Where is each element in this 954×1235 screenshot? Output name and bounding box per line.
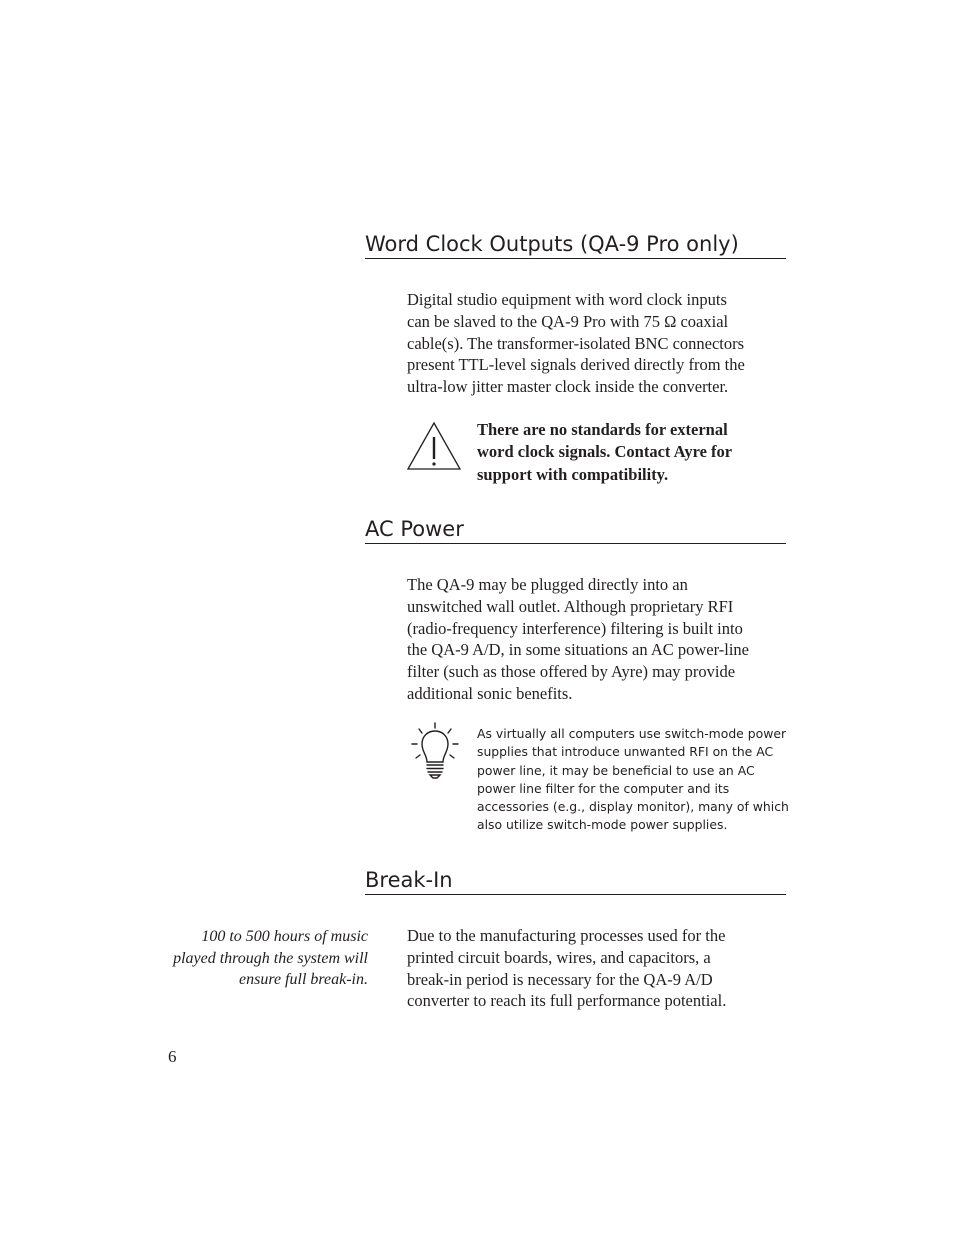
text-line: support with compatibility. — [477, 464, 669, 484]
word-clock-paragraph — [407, 289, 787, 398]
text-line: the QA-9 A/D, in some situations an AC power-line — [407, 640, 750, 660]
lightbulb-icon — [410, 722, 460, 780]
text-line: additional sonic benefits. — [407, 683, 573, 703]
section-heading-word-clock: Word Clock Outputs (QA-9 Pro only) — [365, 232, 786, 259]
text-line: power line filter for the computer and its — [477, 780, 730, 796]
text-line: Due to the manufacturing processes used for the — [407, 926, 726, 945]
text-line: (radio-frequency interference) filtering is built into — [407, 618, 743, 638]
ac-power-tip — [477, 725, 789, 835]
warning-triangle-icon — [406, 421, 462, 471]
break-in-margin-note — [150, 926, 368, 991]
text-line: present TTL-level signals derived directly from the — [407, 355, 745, 375]
text-line: cable(s). The transformer-isolated BNC connectors — [407, 333, 745, 353]
text-line: ensure full break-in. — [238, 971, 368, 988]
text-line: power line, it may be beneficial to use an AC — [477, 762, 755, 778]
word-clock-warning-note — [477, 419, 777, 486]
text-line: played through the system will — [173, 949, 368, 967]
text-line: printed circuit boards, wires, and capacitors, a — [407, 947, 711, 967]
text-line: ultra-low jitter master clock inside the converter. — [407, 377, 729, 397]
page-number: 6 — [168, 1047, 177, 1066]
break-in-paragraph — [407, 925, 787, 1012]
text-line: break-in period is necessary for the QA-9 A/D — [407, 969, 713, 989]
text-line: also utilize switch-mode power supplies. — [477, 817, 728, 833]
text-line: accessories (e.g., display monitor), many of which — [477, 799, 789, 815]
text-line: can be slaved to the QA-9 Pro with 75 Ω coaxial — [407, 311, 729, 331]
text-line: The QA-9 may be plugged directly into an — [407, 575, 688, 594]
text-line: word clock signals. Contact Ayre for — [477, 442, 733, 462]
section-heading-ac-power: AC Power — [365, 517, 786, 544]
text-line: As virtually all computers use switch-mode power — [477, 726, 787, 741]
text-line: Digital studio equipment with word clock inputs — [407, 290, 727, 309]
text-line: supplies that introduce unwanted RFI on the AC — [477, 744, 774, 760]
ac-power-paragraph — [407, 574, 787, 705]
text-line: There are no standards for external — [477, 420, 728, 439]
text-line: 100 to 500 hours of music — [201, 928, 368, 945]
text-line: filter (such as those offered by Ayre) may provide — [407, 662, 736, 682]
text-line: unswitched wall outlet. Although proprietary RFI — [407, 596, 734, 616]
section-heading-break-in: Break-In — [365, 868, 786, 895]
text-line: converter to reach its full performance potential. — [407, 991, 727, 1011]
